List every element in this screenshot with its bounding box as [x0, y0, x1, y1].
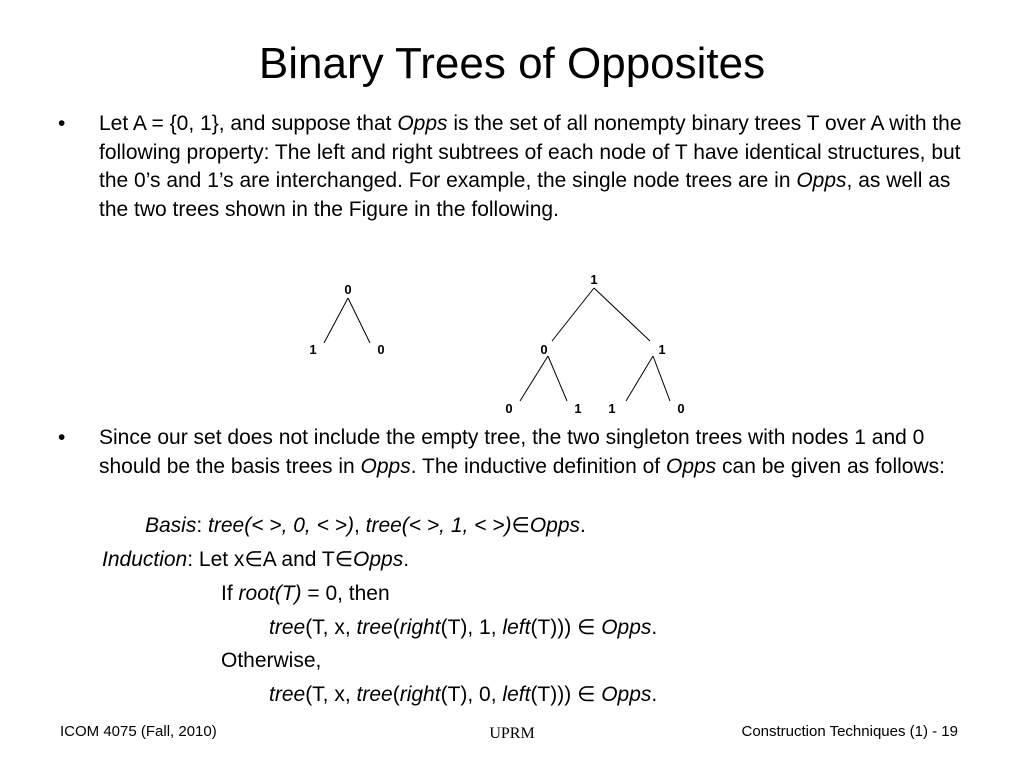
tree-node: 1 [309, 342, 317, 357]
large-tree [505, 272, 684, 416]
tree-node: 0 [377, 342, 385, 357]
text-run: . [580, 514, 586, 537]
bullet-2-text [99, 424, 968, 481]
tree-node: 1 [658, 342, 666, 357]
basis-label: Basis [145, 514, 197, 537]
opps-term: Opps [353, 548, 404, 571]
basis-line [145, 512, 586, 540]
footer-slide-info: Construction Techniques (1) - 19 [741, 723, 958, 740]
formula-line-2 [269, 681, 657, 709]
tree-term: tree [269, 683, 306, 706]
text-run: can be given as follows: [716, 454, 945, 478]
bullet-icon: • [58, 112, 66, 135]
otherwise-line: Otherwise, [221, 649, 322, 672]
text-run: is the set of all nonempty binary trees T over A with the following property: The left and right subtrees of each node of T have identical structures, but the 0’s and 1’s are interchanged. For example, the single node trees are in [99, 112, 962, 192]
root-term: root(T) [238, 582, 302, 605]
opps-term: Opps [397, 112, 448, 135]
tree-edge [548, 356, 567, 401]
text-run: , [353, 514, 366, 537]
tree-node: 1 [608, 401, 616, 416]
tree-node: 0 [677, 401, 685, 416]
text-run: = 0, then [301, 582, 390, 605]
tree-term: tree [356, 683, 393, 706]
small-tree [309, 282, 384, 357]
tree-edge [324, 298, 348, 343]
text-run: A and T [262, 548, 335, 571]
tree-node: 0 [540, 342, 548, 357]
text-run: Let A = {0, 1}, and suppose that [99, 112, 398, 135]
left-term: left [502, 683, 531, 706]
tree-edge [594, 288, 650, 341]
opps-term: Opps [601, 616, 652, 639]
text-run: . [651, 616, 658, 639]
element-of-symbol: ∈ [577, 616, 596, 639]
tree-node: 0 [344, 282, 352, 297]
opps-term: Opps [360, 454, 411, 478]
text-run: ( [392, 683, 400, 706]
text-run: (T), 1, [440, 616, 503, 639]
slide-title: Binary Trees of Opposites [258, 39, 766, 88]
element-of-symbol: ∈ [511, 514, 530, 537]
induction-line [102, 546, 409, 574]
text-run: . [651, 683, 658, 706]
tree-term: tree [356, 616, 393, 639]
text-run: (T, x, [305, 616, 357, 639]
induction-label: Induction [102, 548, 188, 571]
opps-term: Opps [601, 683, 652, 706]
element-of-symbol: ∈ [244, 548, 263, 571]
opps-term: Opps [665, 454, 717, 478]
text-run: (T, x, [305, 683, 357, 706]
tree-edge [653, 356, 670, 401]
text-run: (T), 0, [440, 683, 503, 706]
if-line [221, 580, 390, 608]
text-run: (T))) [530, 683, 578, 706]
text-run: ( [392, 616, 400, 639]
tree-node: 1 [574, 401, 582, 416]
text-run: Since our set does not include the empty tree, the two singleton trees with nodes 1 and 0 should be the basis trees in [99, 426, 925, 478]
footer-course: ICOM 4075 (Fall, 2010) [60, 723, 217, 740]
tree-edge [552, 288, 594, 341]
tree-edge [626, 356, 653, 401]
tree-node: 0 [505, 401, 513, 416]
bullet-paragraph-2 [58, 424, 968, 481]
footer-institution: UPRM [489, 725, 535, 742]
text-run: . The inductive definition of [410, 454, 666, 478]
right-term: right [399, 683, 441, 706]
bullet-icon: • [58, 426, 66, 449]
text-run: : [196, 514, 209, 537]
basis-tree-0: tree(< >, 0, < >) [208, 514, 354, 537]
text-run: . [403, 548, 410, 571]
basis-tree-1: tree(< >, 1, < >) [365, 514, 512, 537]
element-of-symbol: ∈ [577, 683, 596, 706]
tree-term: tree [269, 616, 306, 639]
tree-edge [348, 298, 370, 343]
formula-line-1 [269, 614, 657, 642]
element-of-symbol: ∈ [334, 548, 354, 571]
text-run: , as well as the two trees shown in the Figure in the following. [99, 169, 951, 221]
tree-edge [520, 356, 548, 401]
tree-node: 1 [590, 272, 598, 287]
text-run: (T))) [530, 616, 578, 639]
opps-term: Opps [529, 514, 581, 537]
opps-term: Opps [796, 169, 847, 192]
left-term: left [502, 616, 531, 639]
text-run: : Let x [187, 548, 245, 571]
text-run: If [221, 582, 239, 605]
right-term: right [399, 616, 441, 639]
